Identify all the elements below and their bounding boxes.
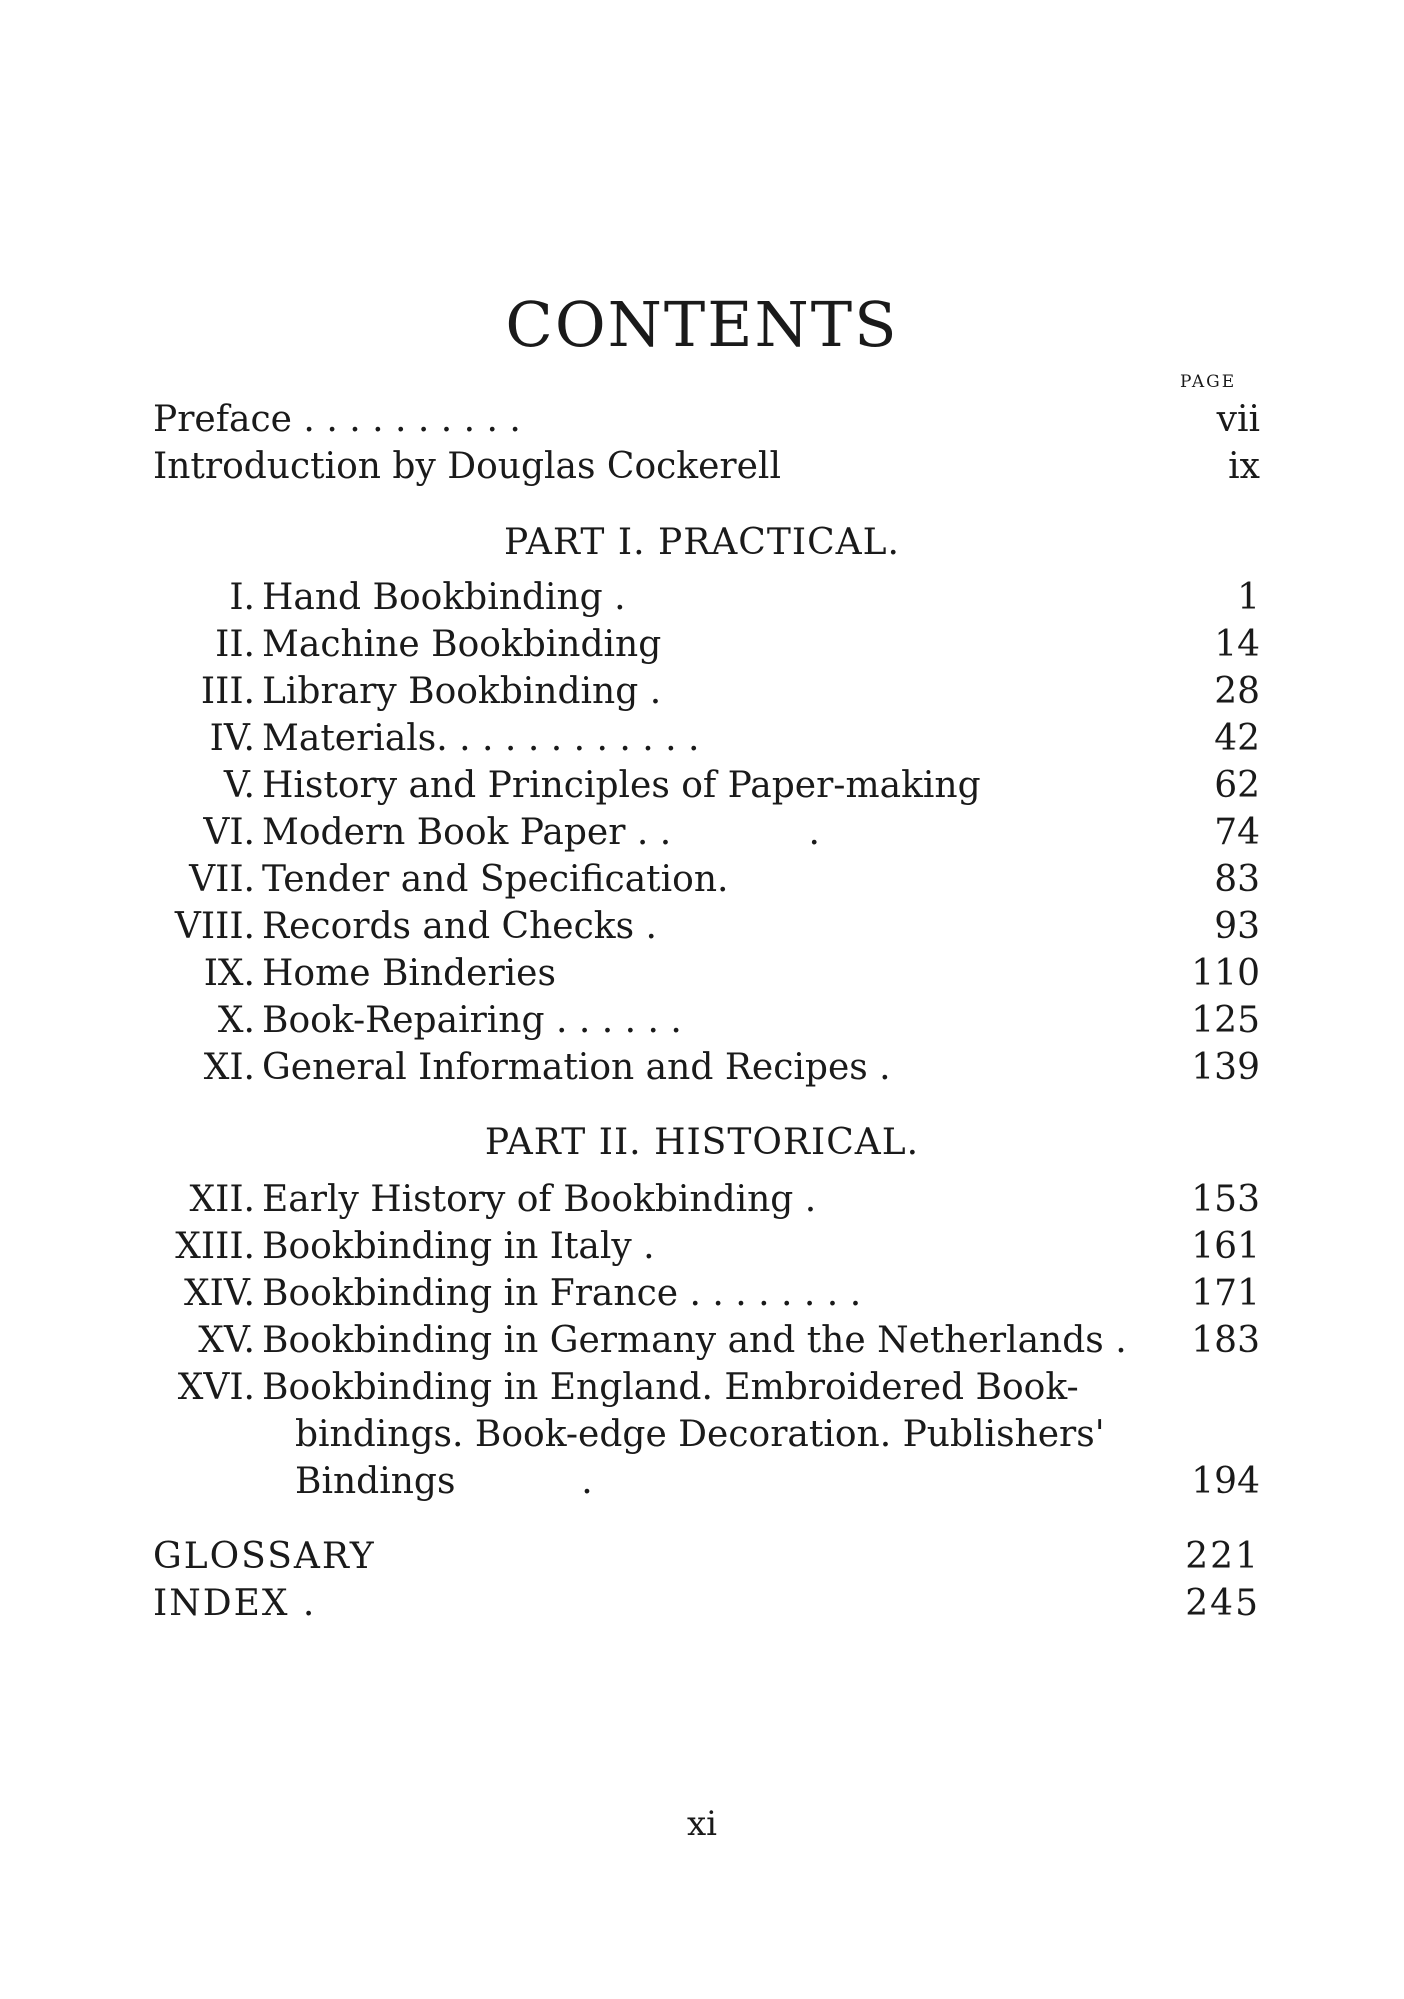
chapter-title: Bookbinding in Germany and the Netherlands . bbox=[262, 1320, 1127, 1361]
chapter-page: 171 bbox=[1191, 1273, 1260, 1314]
toc-entry-page: vii bbox=[1216, 399, 1260, 440]
chapter-title: Home Binderies bbox=[262, 953, 556, 994]
toc-entry-chapter-16[interactable] bbox=[150, 1365, 1260, 1411]
chapter-title: Bookbinding in France . . . . . . . . bbox=[262, 1273, 862, 1314]
chapter-title: Tender and Specification. bbox=[262, 859, 729, 900]
toc-entry-label: Introduction by Douglas Cockerell bbox=[153, 446, 781, 487]
chapter-page: 93 bbox=[1214, 906, 1260, 947]
toc-entry-chapter-11[interactable] bbox=[150, 1045, 1260, 1091]
chapter-title-line-3: Bindings . bbox=[295, 1461, 593, 1502]
chapter-page: 42 bbox=[1214, 718, 1260, 759]
chapter-number: V. bbox=[223, 765, 255, 806]
chapter-number: IV. bbox=[209, 718, 255, 759]
chapter-number: VI. bbox=[203, 812, 255, 853]
toc-entry-chapter-13[interactable] bbox=[150, 1224, 1260, 1270]
chapter-number: XVI. bbox=[177, 1367, 255, 1408]
chapter-page: 161 bbox=[1191, 1226, 1260, 1267]
toc-entry-label: INDEX . bbox=[153, 1583, 317, 1624]
chapter-page: 194 bbox=[1191, 1461, 1260, 1502]
chapter-title-line-1: Bookbinding in England. Embroidered Book- bbox=[262, 1367, 1079, 1408]
chapter-number: X. bbox=[217, 1000, 255, 1041]
chapter-number: XV. bbox=[198, 1320, 255, 1361]
toc-entry-chapter-2[interactable] bbox=[150, 622, 1260, 668]
chapter-title-line-2: bindings. Book-edge Decoration. Publishers' bbox=[295, 1414, 1105, 1455]
chapter-page: 14 bbox=[1214, 624, 1260, 665]
chapter-number: XIV. bbox=[184, 1273, 255, 1314]
toc-entry-index[interactable] bbox=[150, 1581, 1260, 1627]
chapter-title: Machine Bookbinding bbox=[262, 624, 662, 665]
toc-entry-page: 221 bbox=[1185, 1536, 1260, 1577]
part-heading-historical: PART II. HISTORICAL. bbox=[484, 1122, 920, 1163]
chapter-page: 83 bbox=[1214, 859, 1260, 900]
chapter-page: 110 bbox=[1191, 953, 1260, 994]
chapter-number: XII. bbox=[189, 1179, 255, 1220]
toc-entry-chapter-9[interactable] bbox=[150, 951, 1260, 997]
chapter-number: VII. bbox=[189, 859, 255, 900]
toc-entry-chapter-4[interactable] bbox=[150, 716, 1260, 762]
chapter-page: 153 bbox=[1191, 1179, 1260, 1220]
chapter-number: XI. bbox=[203, 1047, 255, 1088]
toc-entry-chapter-1[interactable] bbox=[150, 575, 1260, 621]
toc-entry-chapter-15[interactable] bbox=[150, 1318, 1260, 1364]
chapter-title: General Information and Recipes . bbox=[262, 1047, 891, 1088]
chapter-title: Modern Book Paper . . . bbox=[262, 812, 820, 853]
chapter-page: 1 bbox=[1237, 577, 1260, 618]
chapter-number: IX. bbox=[203, 953, 255, 994]
chapter-title: Records and Checks . bbox=[262, 906, 657, 947]
toc-entry-chapter-12[interactable] bbox=[150, 1177, 1260, 1223]
toc-entry-page: 245 bbox=[1185, 1583, 1260, 1624]
toc-entry-preface[interactable] bbox=[150, 397, 1260, 443]
toc-entry-glossary[interactable] bbox=[150, 1534, 1260, 1580]
chapter-page: 28 bbox=[1214, 671, 1260, 712]
chapter-title: History and Principles of Paper-making bbox=[262, 765, 981, 806]
toc-entry-chapter-7[interactable] bbox=[150, 857, 1260, 903]
part-heading-practical: PART I. PRACTICAL. bbox=[504, 522, 900, 563]
toc-entry-label: Preface . . . . . . . . . . bbox=[153, 399, 521, 440]
chapter-page: 139 bbox=[1191, 1047, 1260, 1088]
chapter-title: Materials. . . . . . . . . . . . bbox=[262, 718, 700, 759]
toc-entry-chapter-6[interactable] bbox=[150, 810, 1260, 856]
chapter-title: Book-Repairing . . . . . . bbox=[262, 1000, 682, 1041]
chapter-number: VIII. bbox=[174, 906, 255, 947]
toc-entry-introduction[interactable] bbox=[150, 444, 1260, 490]
chapter-page: 183 bbox=[1191, 1320, 1260, 1361]
toc-entry-page: ix bbox=[1228, 446, 1260, 487]
chapter-title: Hand Bookbinding . bbox=[262, 577, 626, 618]
chapter-number: I. bbox=[229, 577, 255, 618]
chapter-page: 74 bbox=[1214, 812, 1260, 853]
toc-entry-chapter-10[interactable] bbox=[150, 998, 1260, 1044]
chapter-title: Early History of Bookbinding . bbox=[262, 1179, 817, 1220]
page-number: xi bbox=[686, 1804, 718, 1844]
toc-entry-chapter-16-end[interactable] bbox=[150, 1459, 1260, 1505]
chapter-number: XIII. bbox=[175, 1226, 255, 1267]
chapter-page: 62 bbox=[1214, 765, 1260, 806]
page-column-heading: PAGE bbox=[1180, 372, 1237, 392]
chapter-number: III. bbox=[200, 671, 255, 712]
toc-entry-chapter-5[interactable] bbox=[150, 763, 1260, 809]
page-title: CONTENTS bbox=[505, 288, 899, 361]
chapter-title: Library Bookbinding . bbox=[262, 671, 662, 712]
toc-entry-chapter-16-continued bbox=[150, 1412, 1260, 1458]
toc-entry-chapter-14[interactable] bbox=[150, 1271, 1260, 1317]
toc-entry-chapter-3[interactable] bbox=[150, 669, 1260, 715]
chapter-title: Bookbinding in Italy . bbox=[262, 1226, 655, 1267]
chapter-number: II. bbox=[215, 624, 255, 665]
toc-entry-chapter-8[interactable] bbox=[150, 904, 1260, 950]
toc-entry-label: GLOSSARY bbox=[153, 1536, 376, 1577]
chapter-page: 125 bbox=[1191, 1000, 1260, 1041]
